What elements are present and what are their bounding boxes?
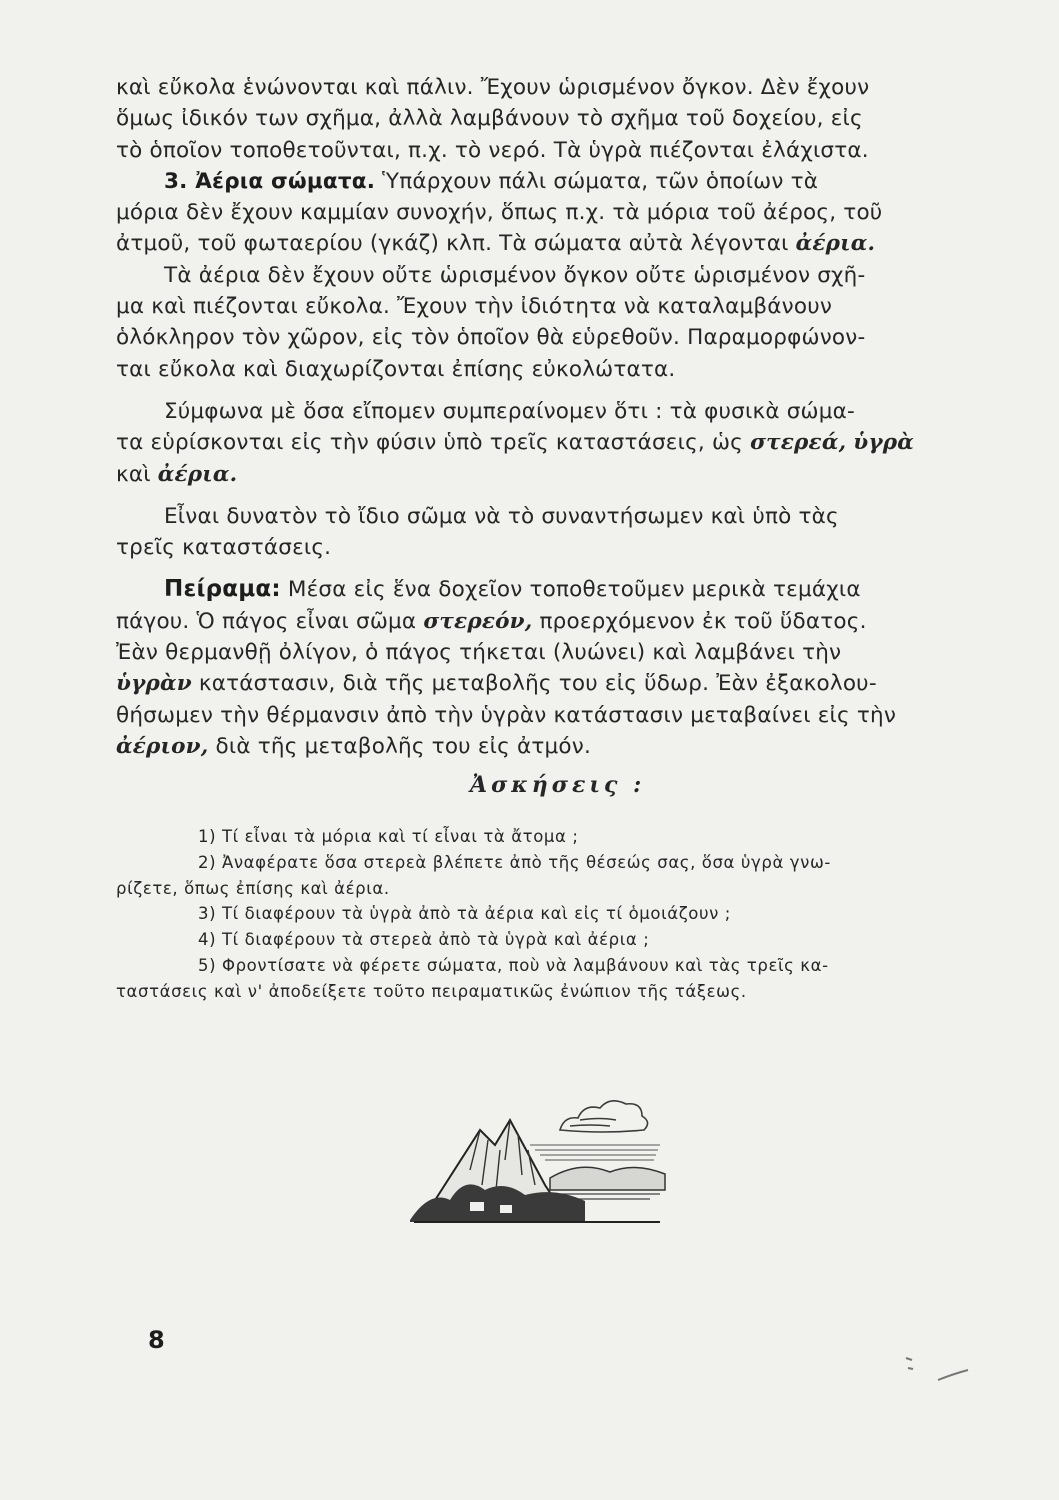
exercise-item: 2) Ἀναφέρατε ὅσα στερεὰ βλέπετε ἀπὸ τῆς θέσεώς σας, ὅσα ὑγρὰ γνω- — [198, 852, 831, 872]
text-line — [116, 532, 978, 563]
text-span: Εἶναι δυνατὸν τὸ ἴδιο σῶμα νὰ τὸ συναντήσωμεν καὶ ὑπὸ τὰς — [164, 503, 839, 529]
text-line — [116, 459, 978, 490]
emphasis-term: ἀέρια. — [795, 231, 876, 257]
exercises-list — [116, 824, 978, 1005]
mountain-landscape-illustration — [410, 1090, 670, 1225]
text-line — [116, 322, 978, 353]
emphasis-term: στερεά, — [750, 430, 847, 456]
text-line — [116, 135, 978, 166]
text-span: τα εὑρίσκονται εἰς τὴν φύσιν ὑπὸ τρεῖς καταστάσεις, ὡς — [116, 430, 744, 456]
experiment-heading: Πείραμα: — [164, 576, 281, 603]
text-span: θήσωμεν τὴν θέρμανσιν ἀπὸ τὴν ὑγρὰν κατάστασιν μεταβαίνει εἰς τὴν — [116, 702, 897, 728]
text-line — [116, 427, 978, 458]
exercise-item: 4) Τί διαφέρουν τὰ στερεὰ ἀπὸ τὰ ὑγρὰ καὶ ἀέρια ; — [198, 930, 650, 950]
exercise-item-continued: ταστάσεις καὶ ν' ἀποδείξετε τοῦτο πειραματικῶς ἐνώπιον τῆς τάξεως. — [116, 981, 747, 1001]
text-line — [116, 606, 978, 637]
text-line — [116, 260, 978, 291]
text-line — [116, 72, 978, 103]
emphasis-term: ὑγρὰν — [116, 671, 192, 697]
text-span: τὸ ὁποῖον τοποθετοῦνται, π.χ. τὸ νερό. Τὰ ὑγρὰ πιέζονται ἐλάχιστα. — [116, 137, 869, 163]
exercise-item: 5) Φροντίσατε νὰ φέρετε σώματα, ποὺ νὰ λαμβάνουν καὶ τὰς τρεῖς κα- — [198, 955, 829, 975]
text-line — [116, 396, 978, 427]
text-line — [116, 291, 978, 322]
text-span: ὁλόκληρον τὸν χῶρον, εἰς τὸν ὁποῖον θὰ εὑρεθοῦν. Παραμορφώνον- — [116, 325, 866, 351]
text-line — [116, 103, 978, 134]
exercise-item-continued: ρίζετε, ὅπως ἐπίσης καὶ ἀέρια. — [116, 878, 390, 898]
text-line — [116, 700, 978, 731]
text-span: πάγου. Ὁ πάγος εἶναι σῶμα — [116, 608, 417, 634]
text-span: Μέσα εἰς ἕνα δοχεῖον τοποθετοῦμεν μερικὰ τεμάχια — [287, 577, 861, 603]
emphasis-term: ἀέρια. — [157, 461, 238, 487]
section-heading-gases: 3. Ἀέρια σώματα. — [164, 168, 376, 194]
text-span: προερχόμενον ἐκ τοῦ ὕδατος. — [539, 608, 867, 634]
text-span: τρεῖς καταστάσεις. — [116, 535, 332, 561]
text-span: μόρια δὲν ἔχουν καμμίαν συνοχήν, ὅπως π.χ. τὰ μόρια τοῦ ἀέρος, τοῦ — [116, 200, 883, 226]
exercises-title: Ἀσκήσεις : — [470, 772, 646, 798]
text-line — [116, 228, 978, 259]
text-line — [116, 731, 978, 762]
text-line — [116, 354, 978, 385]
emphasis-term: στερεόν, — [423, 608, 533, 634]
text-line — [116, 668, 978, 699]
text-line — [116, 197, 978, 228]
text-line — [116, 166, 978, 197]
text-span: καὶ εὔκολα ἑνώνονται καὶ πάλιν. Ἔχουν ὡρισμένον ὄγκον. Δὲν ἔχουν — [116, 75, 870, 100]
text-span: ὅμως ἰδικόν των σχῆμα, ἀλλὰ λαμβάνουν τὸ σχῆμα τοῦ δοχείου, εἰς — [116, 106, 863, 132]
text-span: Σύμφωνα μὲ ὅσα εἴπομεν συμπεραίνομεν ὅτι : τὰ φυσικὰ σώμα- — [164, 398, 855, 424]
exercise-item: 3) Τί διαφέρουν τὰ ὑγρὰ ἀπὸ τὰ ἀέρια καὶ εἰς τί ὁμοιάζουν ; — [198, 904, 731, 924]
text-line — [116, 637, 978, 668]
text-span: καὶ — [116, 461, 151, 487]
text-span: ται εὔκολα καὶ διαχωρίζονται ἐπίσης εὐκολώτατα. — [116, 356, 676, 382]
page-number: 8 — [148, 1326, 165, 1354]
text-span: διὰ τῆς μεταβολῆς του εἰς ἀτμόν. — [215, 733, 591, 759]
main-text — [116, 72, 978, 762]
text-span: Ἐὰν θερμανθῇ ὀλίγον, ὁ πάγος τήκεται (λυώνει) καὶ λαμβάνει τὴν — [116, 640, 842, 666]
emphasis-term: ὑγρὰ — [853, 430, 915, 456]
text-line — [116, 501, 978, 532]
text-line — [116, 574, 978, 605]
text-span: κατάστασιν, διὰ τῆς μεταβολῆς του εἰς ὕδωρ. Ἐὰν ἐξακολου- — [198, 671, 877, 697]
ink-smudge-mark — [898, 1350, 988, 1395]
text-span: μα καὶ πιέζονται εὔκολα. Ἔχουν τὴν ἰδιότητα νὰ καταλαμβάνουν — [116, 294, 833, 320]
exercise-item: 1) Τί εἶναι τὰ μόρια καὶ τί εἶναι τὰ ἄτομα ; — [198, 827, 579, 846]
text-span: ἀτμοῦ, τοῦ φωταερίου (γκάζ) κλπ. Τὰ σώματα αὐτὰ λέγονται — [116, 231, 789, 257]
emphasis-term: ἀέριον, — [116, 733, 209, 759]
text-span: Ὑπάρχουν πάλι σώματα, τῶν ὁποίων τὰ — [382, 168, 819, 194]
text-span: Τὰ ἀέρια δὲν ἔχουν οὔτε ὡρισμένον ὄγκον οὔτε ὡρισμένον σχῆ- — [164, 262, 866, 288]
